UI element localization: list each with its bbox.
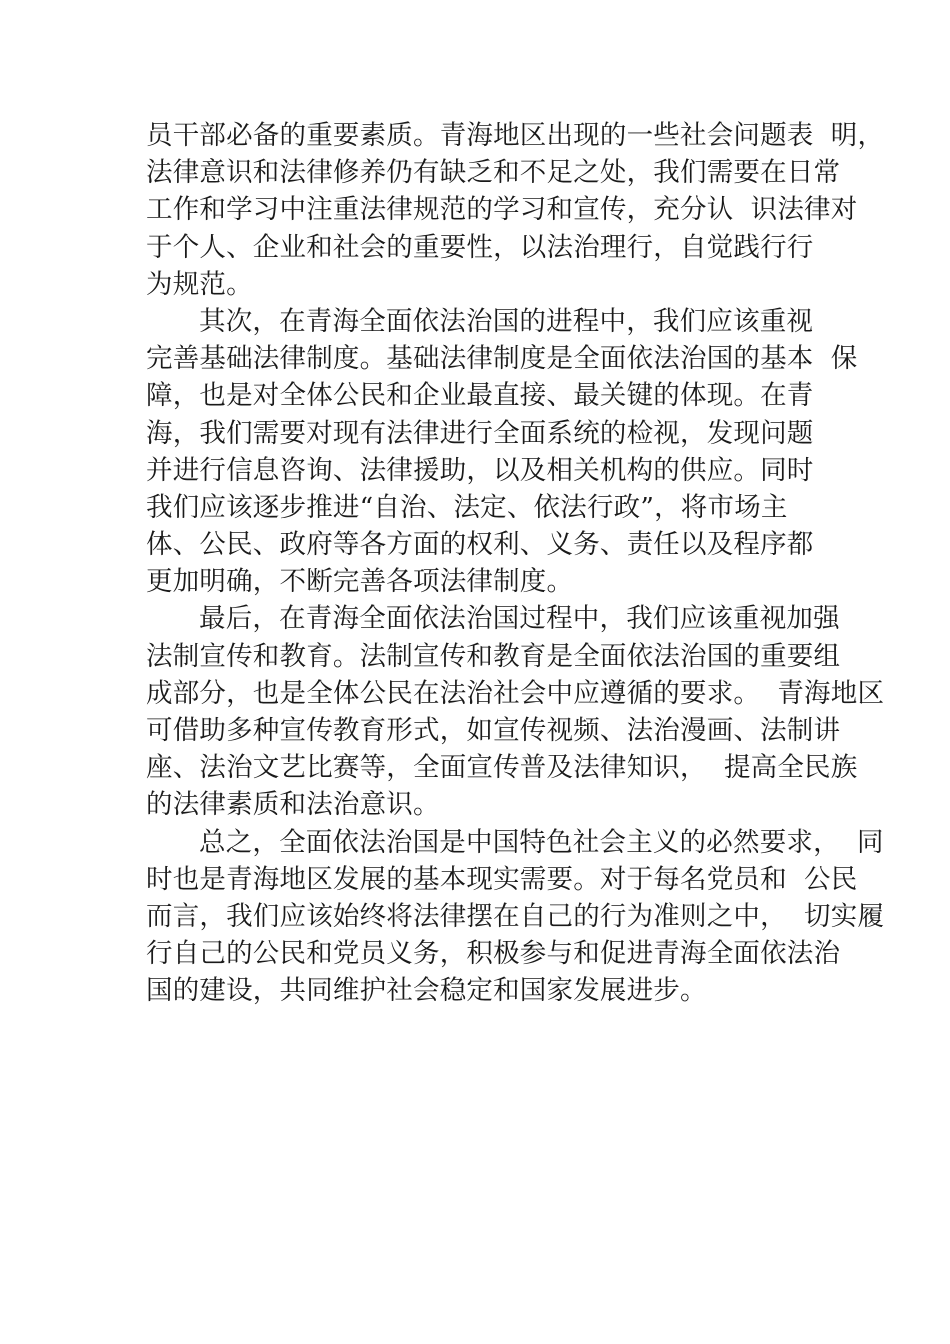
paragraph-3 xyxy=(146,600,885,823)
text-line: 体、公民、政府等各方面的权利、义务、责任以及程序都 xyxy=(146,529,814,561)
text-line: 更加明确，不断完善各项法律制度。 xyxy=(146,566,574,598)
text-line: 时也是青海地区发展的基本现实需要。对于每名党员和 公民 xyxy=(146,863,858,895)
text-line: 海，我们需要对现有法律进行全面系统的检视，发现问题 xyxy=(146,417,814,449)
text-line: 完善基础法律制度。基础法律制度是全面依法治国的基本 保 xyxy=(146,343,858,375)
text-line: 行自己的公民和党员义务，积极参与和促进青海全面依法治 xyxy=(146,938,841,970)
text-line: 并进行信息咨询、法律援助，以及相关机构的供应。同时 xyxy=(146,454,814,486)
text-line: 障，也是对全体公民和企业最直接、最关键的体现。在青 xyxy=(146,380,814,412)
text-line: 的法律素质和法治意识。 xyxy=(146,789,440,821)
text-line: 工作和学习中注重法律规范的学习和宣传，充分认 识法律对 xyxy=(146,194,858,226)
text-line: 而言，我们应该始终将法律摆在自己的行为准则之中， 切实履 xyxy=(146,900,885,932)
text-line: 法律意识和法律修养仍有缺乏和不足之处，我们需要在日常 xyxy=(146,157,841,189)
paragraph-2 xyxy=(146,303,858,601)
text-line: 可借助多种宣传教育形式，如宣传视频、法治漫画、法制讲 xyxy=(146,715,841,746)
text-line: 最后，在青海全面依法治国过程中，我们应该重视加强 xyxy=(199,603,840,635)
text-line: 法制宣传和教育。法制宣传和教育是全面依法治国的重要组 xyxy=(146,640,841,672)
text-line: 其次，在青海全面依法治国的进程中，我们应该重视 xyxy=(199,305,814,337)
text-line: 总之，全面依法治国是中国特色社会主义的必然要求， 同 xyxy=(199,826,884,858)
document-body xyxy=(146,117,885,1010)
paragraph-1 xyxy=(146,117,885,303)
text-line: 座、法治文艺比赛等，全面宣传普及法律知识， 提高全民族 xyxy=(146,752,858,784)
text-line: 成部分，也是全体公民在法治社会中应遵循的要求。 青海地区 xyxy=(146,677,885,709)
text-line: 于个人、企业和社会的重要性，以法治理行，自觉践行行 xyxy=(146,231,814,263)
text-line: 员干部必备的重要素质。青海地区出现的一些社会问题表 明， xyxy=(146,120,885,151)
text-line: 我们应该逐步推进“自治、法定、依法行政”，将市场主 xyxy=(146,491,788,523)
text-line: 国的建设，共同维护社会稳定和国家发展进步。 xyxy=(146,975,707,1007)
text-line: 为规范。 xyxy=(146,268,253,300)
paragraph-4 xyxy=(146,824,885,1010)
